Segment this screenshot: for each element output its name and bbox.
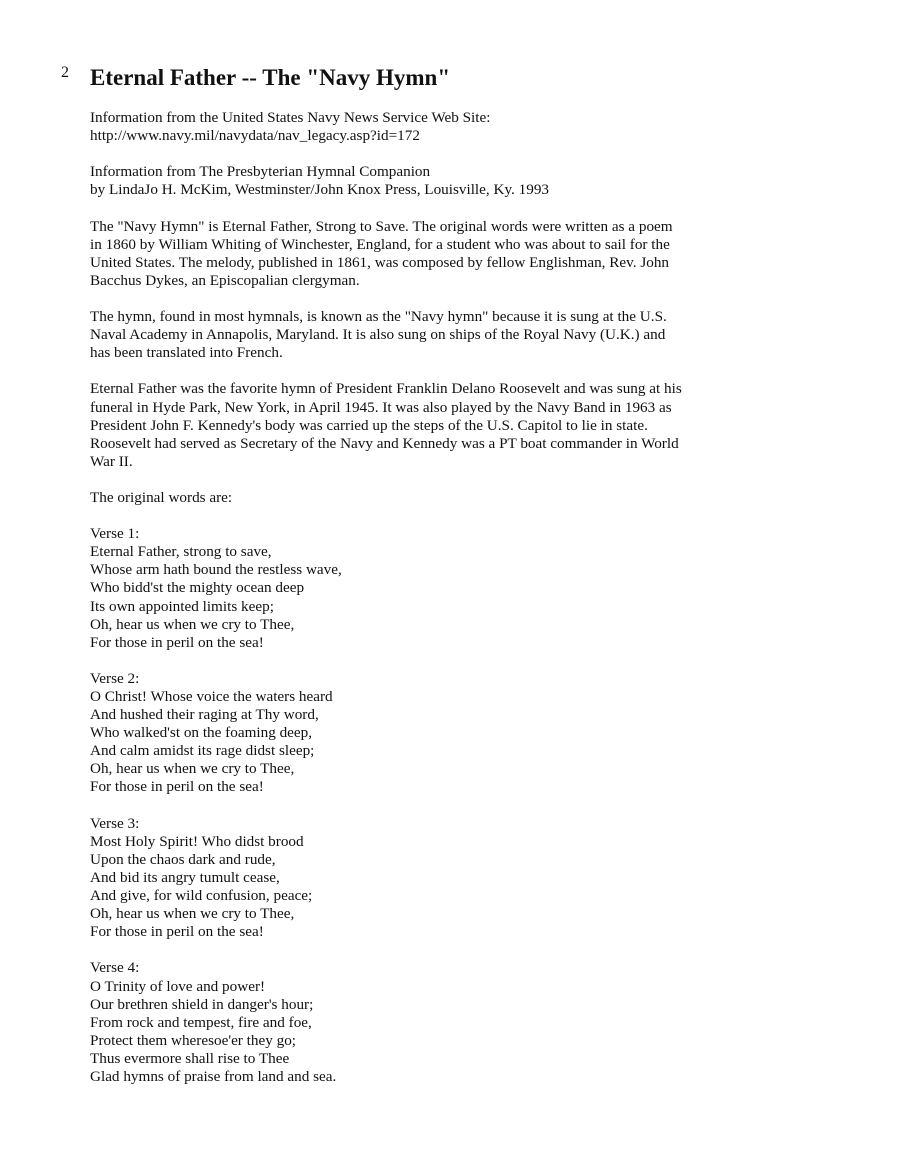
source-line: Information from the United States Navy News Service Web Site: [90, 109, 491, 126]
verse-line: Protect them wheresoe'er they go; [90, 1031, 297, 1049]
verse-line: For those in peril on the sea! [90, 778, 264, 796]
verse-line: Oh, hear us when we cry to Thee, [90, 905, 295, 923]
verse-line: Eternal Father, strong to save, [90, 543, 272, 561]
text-line: funeral in Hyde Park, New York, in April 1945. It was also played by the Navy Band in 1963 as [90, 398, 672, 416]
verse-line: Who bidd'st the mighty ocean deep [90, 579, 305, 597]
text-line: United States. The melody, published in 1861, was composed by fellow Englishman, Rev. John [90, 253, 670, 271]
verse-2 [90, 670, 730, 797]
verse-4 [90, 959, 730, 1086]
verse-line: For those in peril on the sea! [90, 633, 264, 651]
source-navy-news [90, 109, 730, 145]
verse-line: Whose arm hath bound the restless wave, [90, 561, 342, 579]
verse-line: For those in peril on the sea! [90, 923, 264, 941]
verse-line: Most Holy Spirit! Who didst brood [90, 832, 304, 850]
document-body [90, 64, 730, 1104]
text-line: The hymn, found in most hymnals, is known as the "Navy hymn" because it is sung at the U.S. [90, 308, 667, 326]
verse-3 [90, 815, 730, 942]
verse-line: Thus evermore shall rise to Thee [90, 1049, 290, 1067]
source-url: http://www.navy.mil/navydata/nav_legacy.asp?id=172 [90, 127, 420, 145]
verse-label: Verse 3: [90, 814, 140, 832]
verse-line: And give, for wild confusion, peace; [90, 887, 313, 905]
verse-line: Who walked'st on the foaming deep, [90, 724, 313, 742]
paragraph-presidents [90, 380, 730, 470]
source-hymnal-companion [90, 163, 730, 199]
text-line: Roosevelt had served as Secretary of the Navy and Kennedy was a PT boat commander in World [90, 434, 679, 452]
verse-line: O Christ! Whose voice the waters heard [90, 688, 333, 705]
verse-line: Its own appointed limits keep; [90, 597, 274, 615]
verse-line: And bid its angry tumult cease, [90, 868, 280, 886]
verse-line: Oh, hear us when we cry to Thee, [90, 615, 295, 633]
text-line: The original words are: [90, 488, 233, 506]
body-text [90, 109, 730, 1086]
verse-line: And hushed their raging at Thy word, [90, 706, 319, 724]
text-line: has been translated into French. [90, 344, 283, 362]
verse-line: Glad hymns of praise from land and sea. [90, 1067, 337, 1085]
verse-label: Verse 1: [90, 525, 140, 543]
source-line: Information from The Presbyterian Hymnal Companion [90, 163, 431, 181]
verse-1 [90, 525, 730, 652]
text-line: War II. [90, 452, 133, 470]
text-line: Eternal Father was the favorite hymn of President Franklin Delano Roosevelt and was sung at his [90, 380, 682, 398]
verse-line: From rock and tempest, fire and foe, [90, 1013, 312, 1031]
verse-line: Oh, hear us when we cry to Thee, [90, 760, 295, 778]
text-line: The "Navy Hymn" is Eternal Father, Strong to Save. The original words were written as a poem [90, 217, 673, 235]
verse-line: O Trinity of love and power! [90, 977, 266, 995]
verse-label: Verse 4: [90, 959, 140, 977]
paragraph-naval-academy [90, 308, 730, 362]
page-title: Eternal Father -- The "Navy Hymn" [90, 65, 451, 90]
text-line: Bacchus Dykes, an Episcopalian clergyman. [90, 271, 360, 289]
page-number: 2 [61, 64, 69, 81]
verse-label: Verse 2: [90, 669, 140, 687]
text-line: President John F. Kennedy's body was carried up the steps of the U.S. Capitol to lie in state. [90, 416, 648, 434]
intro-original-words [90, 489, 730, 507]
verse-line: And calm amidst its rage didst sleep; [90, 742, 315, 760]
verse-line: Upon the chaos dark and rude, [90, 850, 276, 868]
paragraph-history [90, 218, 730, 290]
verse-line: Our brethren shield in danger's hour; [90, 995, 314, 1013]
text-line: in 1860 by William Whiting of Winchester, England, for a student who was about to sail for the [90, 235, 670, 253]
source-line: by LindaJo H. McKim, Westminster/John Knox Press, Louisville, Ky. 1993 [90, 181, 550, 199]
text-line: Naval Academy in Annapolis, Maryland. It is also sung on ships of the Royal Navy (U.K.) and [90, 326, 666, 344]
